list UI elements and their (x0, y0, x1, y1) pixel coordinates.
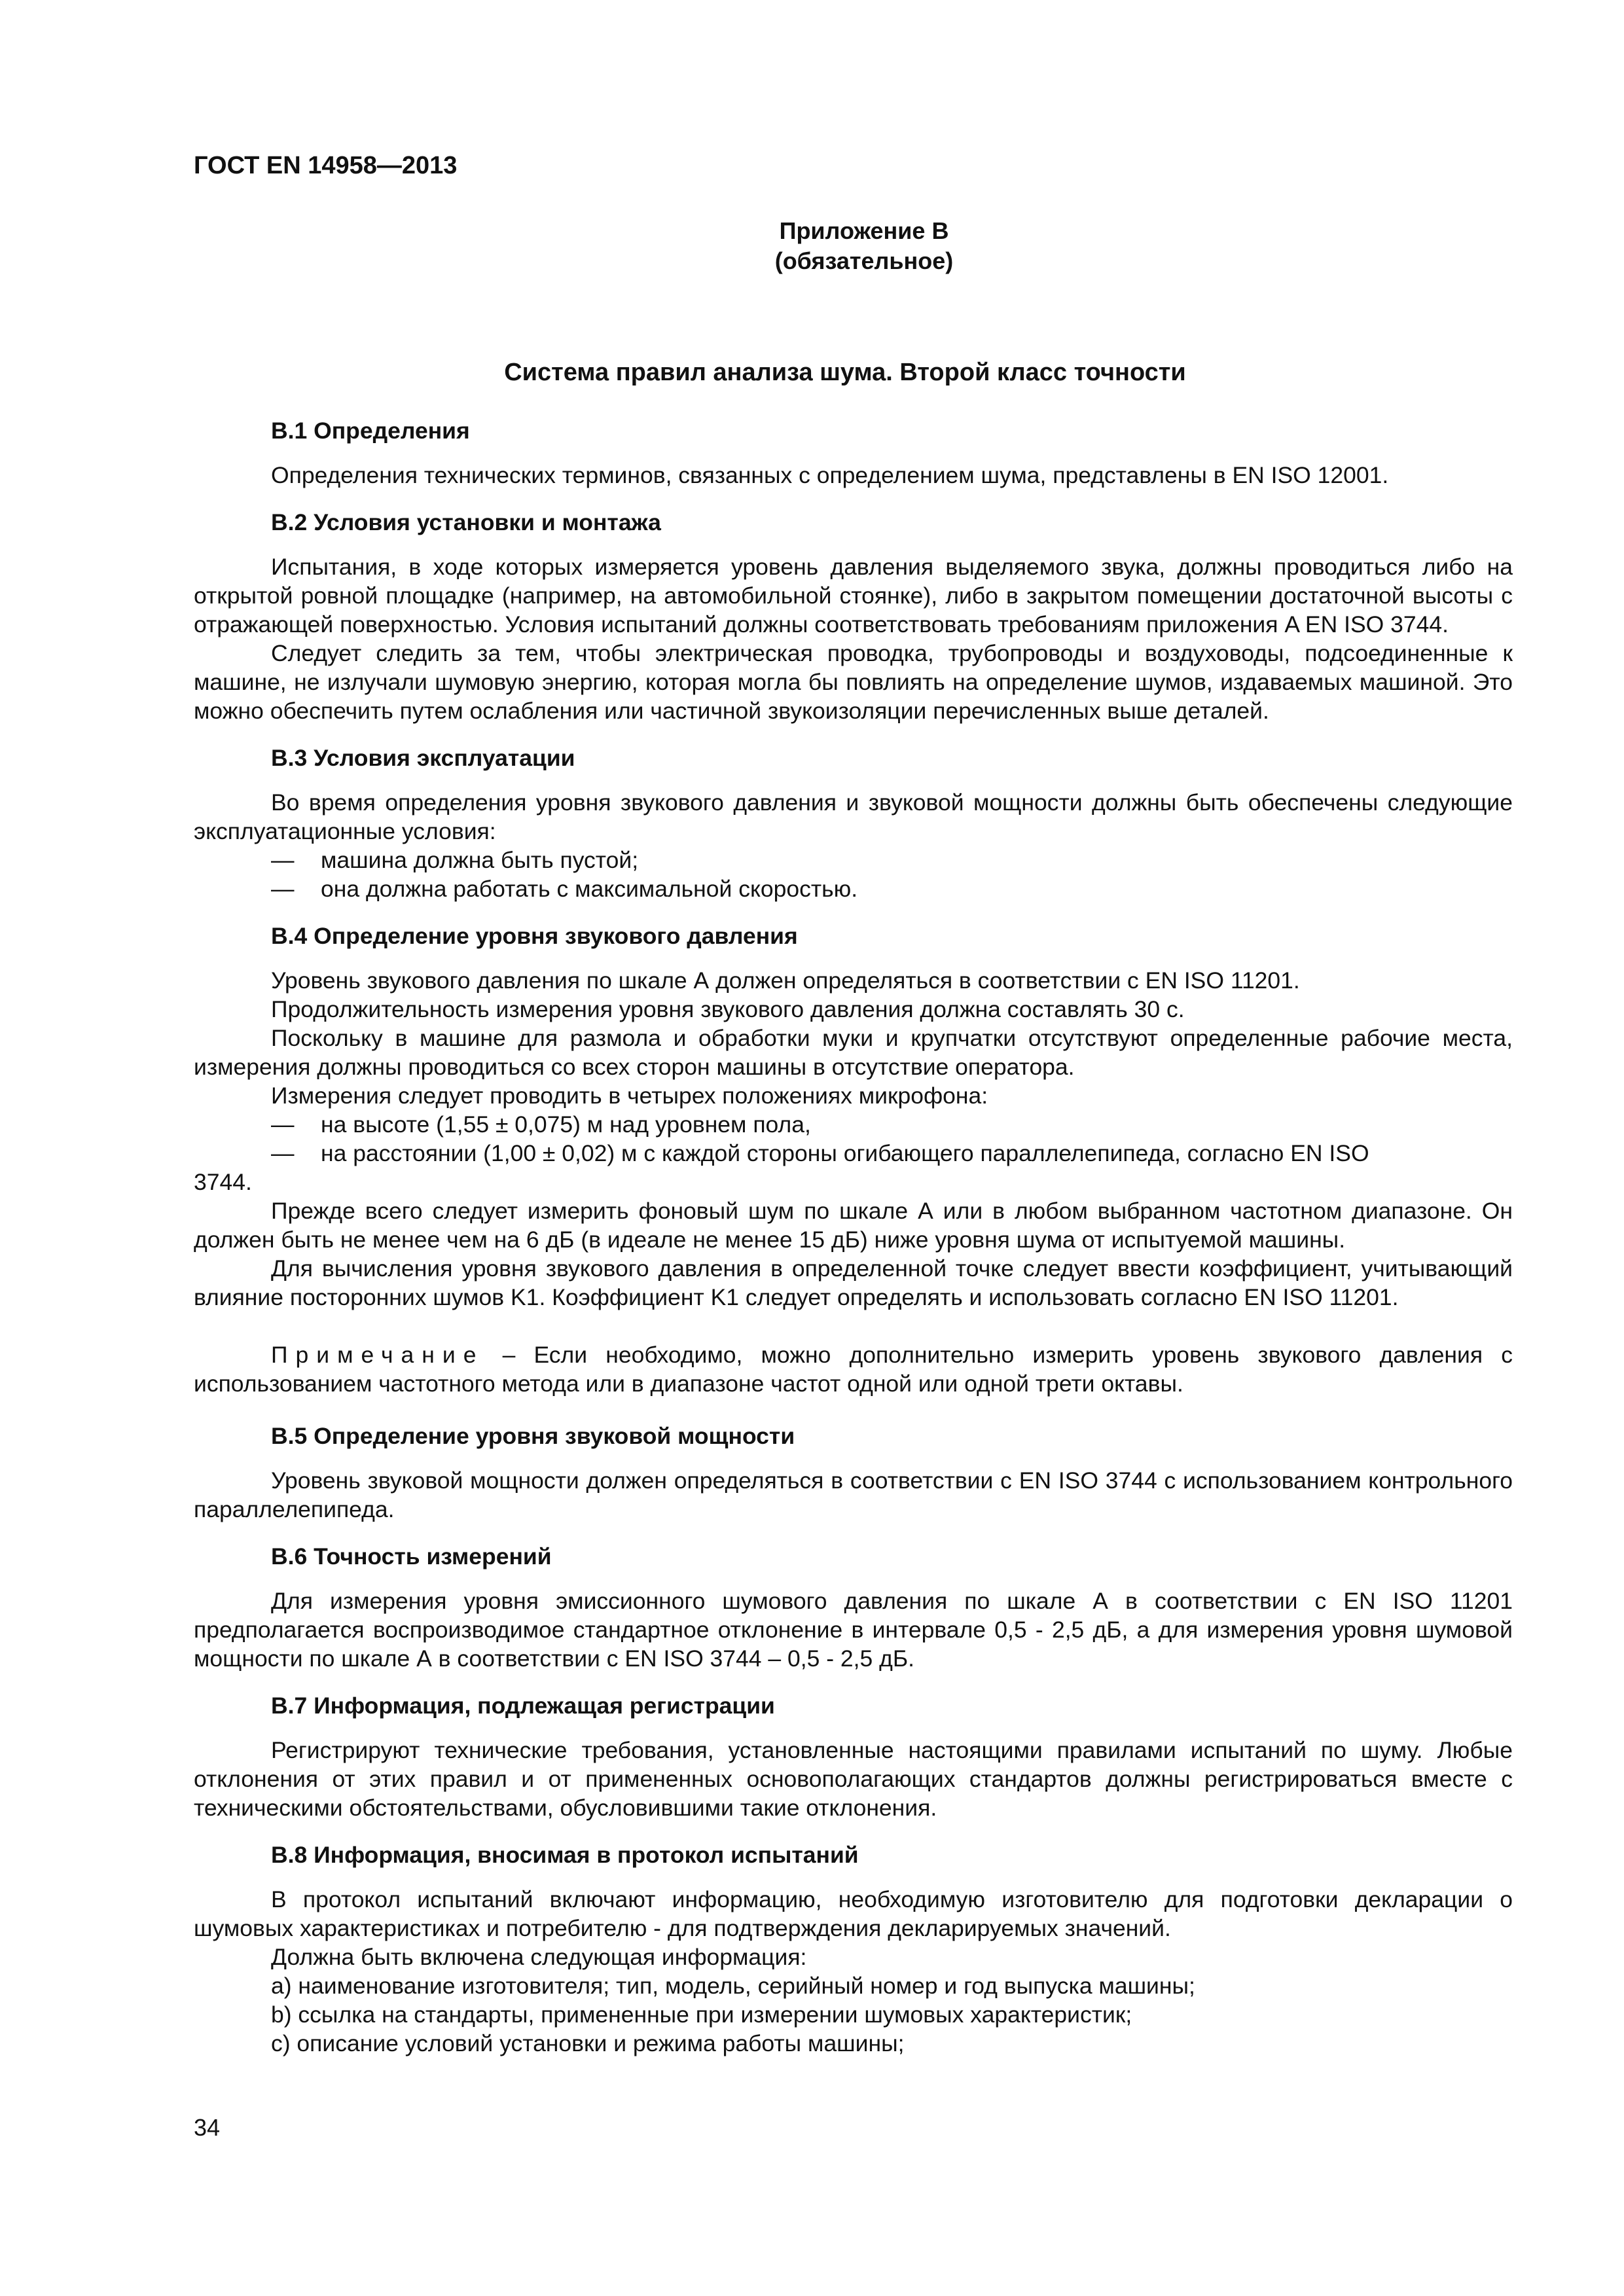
annex-label: Приложение B (779, 217, 949, 244)
dash-marker: — (271, 847, 295, 873)
list-item-text: на высоте (1,55 ± 0,075) м над уровнем пола, (321, 1111, 811, 1138)
list-item-text: она должна работать с максимальной скоростью. (321, 876, 858, 902)
section-b7 (194, 1691, 1513, 1822)
section-heading: B.5 Определение уровня звуковой мощности (271, 1422, 795, 1449)
list-item (194, 1139, 1513, 1168)
paragraph: Уровень звуковой мощности должен определяться в соответствии с EN ISO 3744 с использованием контрольного параллелепипеда. (194, 1467, 1513, 1522)
list-item-text: машина должна быть пустой; (321, 847, 639, 873)
section-heading: B.6 Точность измерений (271, 1543, 552, 1570)
paragraph: Испытания, в ходе которых измеряется уровень давления выделяемого звука, должны проводиться либо на открытой ровной площадке (например, на автомобильной стоянке), либо в закрытом помещении достаточной высоты с отражающей поверхностью. Условия испытаний должны соответствовать требованиям приложения A EN ISO 3744. (194, 554, 1513, 637)
note (194, 1340, 1513, 1398)
paragraph: Регистрируют технические требования, установленные настоящими правилами испытаний по шуму. Любые отклонения от этих правил и от примененных основополагающих стандартов должны регистрироваться вместе с техническими обстоятельствами, обусловившими такие отклонения. (194, 1736, 1513, 1821)
dash-marker: — (271, 876, 295, 902)
list-item-text: на расстоянии (1,00 ± 0,02) м с каждой стороны огибающего параллелепипеда, согласно EN ISO (321, 1140, 1369, 1166)
list-item (194, 846, 1513, 874)
paragraph: В протокол испытаний включают информацию, необходимую изготовителю для подготовки декларации о шумовых характеристиках и потребителю - для подтверждения декларируемых значений. (194, 1886, 1513, 1941)
section-heading: B.2 Условия установки и монтажа (271, 509, 661, 535)
paragraph: Следует следить за тем, чтобы электрическая проводка, трубопроводы и воздуховоды, подсоединенные к машине, не излучали шумовую энергию, которая могла бы повлиять на определение шумов, издаваемых машиной. Это можно обеспечить путем ослабления или частичной звукоизоляции перечисленных выше деталей. (194, 640, 1513, 724)
section-b2 (194, 508, 1513, 725)
section-b4 (194, 922, 1513, 1398)
dash-marker: — (271, 1140, 295, 1166)
paragraph: Определения технических терминов, связанных с определением шума, представлены в EN ISO 12001. (271, 462, 1389, 488)
section-b8 (194, 1840, 1513, 2058)
paragraph: Поскольку в машине для размола и обработки муки и крупчатки отсутствуют определенные рабочие места, измерения должны проводиться со всех сторон машины в отсутствие оператора. (194, 1025, 1513, 1080)
paragraph: Продолжительность измерения уровня звукового давления должна составлять 30 с. (271, 996, 1185, 1022)
section-b3 (194, 744, 1513, 903)
page-number: 34 (194, 2114, 221, 2141)
document-code: ГОСТ EN 14958—2013 (194, 152, 458, 179)
section-heading: B.7 Информация, подлежащая регистрации (271, 1692, 775, 1719)
paragraph: Должна быть включена следующая информация: (271, 1943, 807, 1970)
note-text: – Если необходимо, можно дополнительно измерить уровень звукового давления с использованием частотного метода или в диапазоне частот одной или одной трети октавы. (194, 1342, 1513, 1397)
list-item: c) описание условий установки и режима работы машины; (271, 2030, 905, 2056)
paragraph: Измерения следует проводить в четырех положениях микрофона: (271, 1083, 988, 1109)
paragraph: Для измерения уровня эмиссионного шумового давления по шкале А в соответствии с EN ISO 11201 предполагается воспроизводимое стандартное отклонение в интервале 0,5 - 2,5 дБ, а для измерения уровня шумовой мощности по шкале А в соответствии с EN ISO 3744 – 0,5 - 2,5 дБ. (194, 1587, 1513, 1672)
note-label: Примечание (271, 1342, 484, 1368)
list-item (194, 1110, 1513, 1139)
annex-status: (обязательное) (774, 247, 954, 274)
paragraph: Во время определения уровня звукового давления и звуковой мощности должны быть обеспечены следующие эксплуатационные условия: (194, 789, 1513, 844)
section-heading: B.8 Информация, вносимая в протокол испытаний (271, 1841, 859, 1868)
section-heading: B.1 Определения (271, 418, 470, 444)
list-item (194, 874, 1513, 903)
section-heading: B.4 Определение уровня звукового давления (271, 923, 798, 949)
annex-title: Система правил анализа шума. Второй класс точности (504, 359, 1186, 386)
paragraph: Уровень звукового давления по шкале А должен определяться в соответствии с EN ISO 11201. (271, 967, 1300, 994)
paragraph: Для вычисления уровня звукового давления в определенной точке следует ввести коэффициент, учитывающий влияние посторонних шумов K1. Коэффициент K1 следует определять и использовать согласно EN ISO 11201. (194, 1255, 1513, 1310)
list-item: a) наименование изготовителя; тип, модель, серийный номер и год выпуска машины; (271, 1972, 1195, 1999)
paragraph: Прежде всего следует измерить фоновый шум по шкале А или в любом выбранном частотном диапазоне. Он должен быть не менее чем на 6 дБ (в идеале не менее 15 дБ) ниже уровня шума от испытуемой машины. (194, 1198, 1513, 1253)
list-item: b) ссылка на стандарты, примененные при измерении шумовых характеристик; (271, 2001, 1132, 2028)
dash-marker: — (271, 1111, 295, 1138)
section-b6 (194, 1542, 1513, 1673)
document-body (194, 416, 1513, 2076)
section-heading: B.3 Условия эксплуатации (271, 745, 575, 771)
list-item-continuation: 3744. (194, 1169, 252, 1195)
section-b5 (194, 1422, 1513, 1524)
section-b1 (194, 416, 1513, 490)
